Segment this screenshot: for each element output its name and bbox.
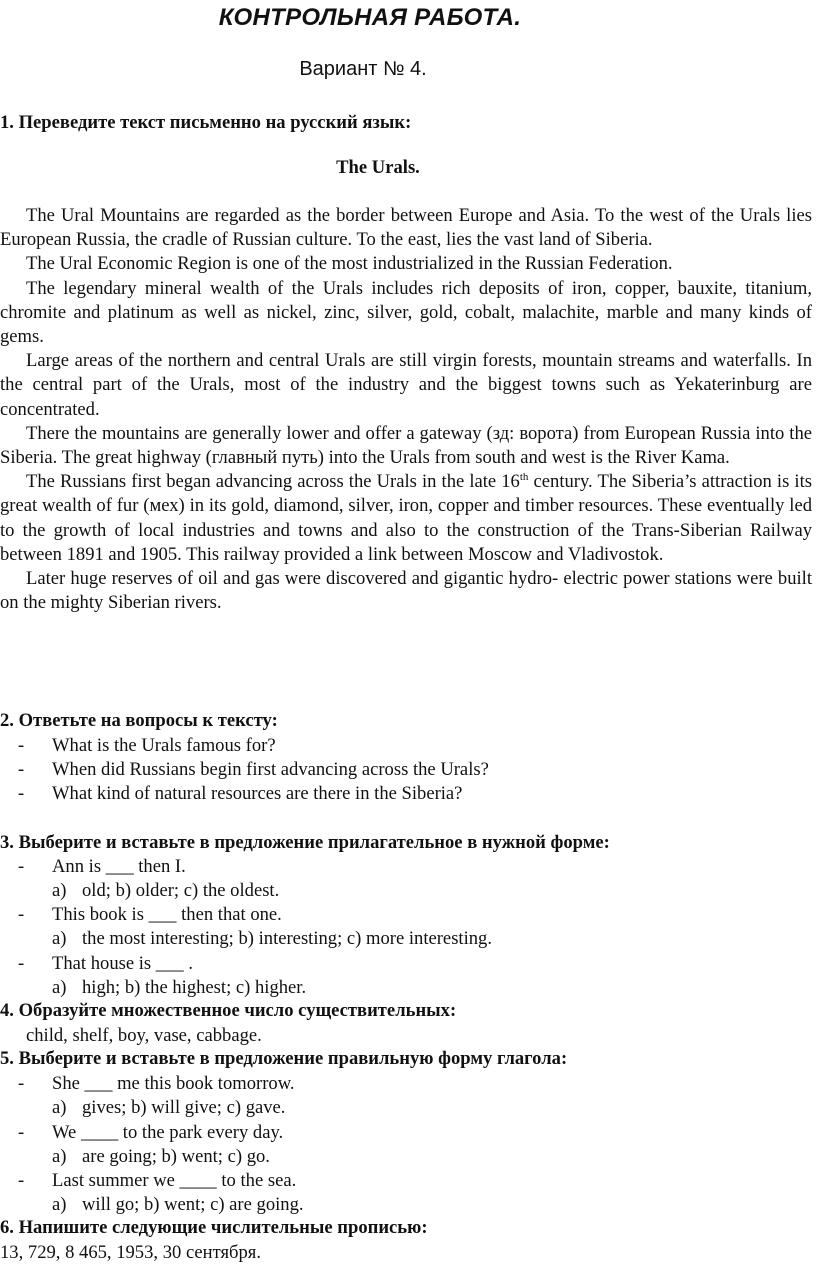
option-marker: a) [52, 1194, 67, 1215]
paragraph-part: The Russians first began advancing across the Urals in the late 16 [26, 471, 520, 493]
paragraph-part: century. The Siberia’s attraction is its great wealth of fur (мех) in its gold, diamond, silver, iron, copper and timber resources. These eventually led to the growth of local industries and towns and also to the construction of the Trans-Siberian Railway between 1891 and 1905. This railway provided a link between Moscow and Vladivostok. [0, 471, 812, 565]
question-item [0, 758, 489, 782]
sentence-text: We ____ to the park every day. [52, 1122, 284, 1143]
superscript: th [519, 471, 529, 484]
paragraph: The Ural Economic Region is one of the most industrialized in the Russian Federation. [26, 253, 673, 275]
question-text: When did Russians begin first advancing across the Urals? [52, 759, 489, 780]
dash-marker: - [18, 1073, 25, 1094]
task1-heading: 1. Переведите текст письменно на русский язык: [0, 112, 412, 133]
dash-marker: - [18, 735, 25, 756]
dash-marker: - [18, 1170, 25, 1191]
answer-options [52, 1193, 304, 1217]
paragraph: The legendary mineral wealth of the Urals includes rich deposits of iron, copper, bauxite, titanium, chromite and platinum as well as nickel, zinc, silver, gold, cobalt, malachite, marble and many kinds of gems. [0, 277, 812, 348]
option-marker: a) [52, 928, 67, 949]
answer-options [52, 927, 492, 951]
task2-heading: 2. Ответьте на вопросы к тексту: [0, 710, 278, 731]
answer-options [52, 976, 306, 1000]
options-text: the most interesting; b) interesting; c) more interesting. [82, 928, 492, 949]
question-text: What is the Urals famous for? [52, 735, 276, 756]
paragraph [0, 470, 812, 567]
nouns-list: child, shelf, boy, vase, cabbage. [26, 1025, 262, 1046]
text-title: The Urals. [336, 157, 420, 178]
options-text: are going; b) went; c) go. [82, 1146, 270, 1167]
question-item [0, 782, 462, 806]
sentence-text: Ann is ___ then I. [52, 856, 186, 877]
sentence-text: That house is ___ . [52, 953, 193, 974]
task3-heading: 3. Выберите и вставьте в предложение прилагательное в нужной форме: [0, 832, 610, 853]
task4-heading: 4. Образуйте множественное число существительных: [0, 1000, 457, 1021]
document-title: КОНТРОЛЬНАЯ РАБОТА. [218, 4, 522, 31]
exercise-sentence [0, 903, 282, 927]
dash-marker: - [18, 904, 25, 925]
dash-marker: - [18, 953, 25, 974]
paragraph: Large areas of the northern and central Urals are still virgin forests, mountain streams and waterfalls. In the central part of the Urals, most of the industry and the biggest towns such as Yekaterinburg are concentrated. [0, 350, 812, 420]
dash-marker: - [18, 759, 25, 780]
option-marker: a) [52, 1146, 67, 1167]
task6-heading: 6. Напишите следующие числительные прописью: [0, 1217, 428, 1238]
option-marker: a) [52, 880, 67, 901]
paragraph: The Ural Mountains are regarded as the border between Europe and Asia. To the west of the Urals lies European Russia, the cradle of Russian culture. To the east, lies the vast land of Siberia. [0, 205, 812, 251]
dash-marker: - [18, 856, 25, 877]
options-text: will go; b) went; c) are going. [82, 1194, 304, 1215]
task5-heading: 5. Выберите и вставьте в предложение правильную форму глагола: [0, 1048, 568, 1069]
dash-marker: - [18, 1122, 25, 1143]
sentence-text: Last summer we ____ to the sea. [52, 1170, 297, 1191]
variant-label: Вариант № 4. [299, 58, 427, 80]
exercise-sentence [0, 1121, 283, 1145]
reading-text [0, 204, 812, 615]
option-marker: a) [52, 977, 67, 998]
sentence-text: She ___ me this book tomorrow. [52, 1073, 295, 1094]
question-text: What kind of natural resources are there in the Siberia? [52, 783, 463, 804]
paragraph: There the mountains are generally lower and offer a gateway (зд: ворота) from European Russia into the Siberia. The great highway (главный путь) into the Urals from south and west is the River Kama. [0, 422, 812, 469]
sentence-text: This book is ___ then that one. [52, 904, 282, 925]
paragraph: Later huge reserves of oil and gas were discovered and gigantic hydro- electric power stations were built on the mighty Siberian rivers. [0, 568, 812, 614]
option-marker: a) [52, 1097, 67, 1118]
exercise-sentence [0, 1072, 295, 1096]
dash-marker: - [18, 783, 25, 804]
answer-options [52, 1096, 285, 1120]
question-item [0, 734, 276, 758]
exercise-sentence [0, 952, 193, 976]
numerals-list: 13, 729, 8 465, 1953, 30 сентября. [0, 1242, 262, 1263]
answer-options [52, 879, 279, 903]
answer-options [52, 1145, 270, 1169]
options-text: old; b) older; c) the oldest. [82, 880, 280, 901]
options-text: high; b) the highest; c) higher. [82, 977, 307, 998]
exercise-sentence [0, 855, 186, 879]
options-text: gives; b) will give; c) gave. [82, 1097, 286, 1118]
exercise-sentence [0, 1169, 296, 1193]
